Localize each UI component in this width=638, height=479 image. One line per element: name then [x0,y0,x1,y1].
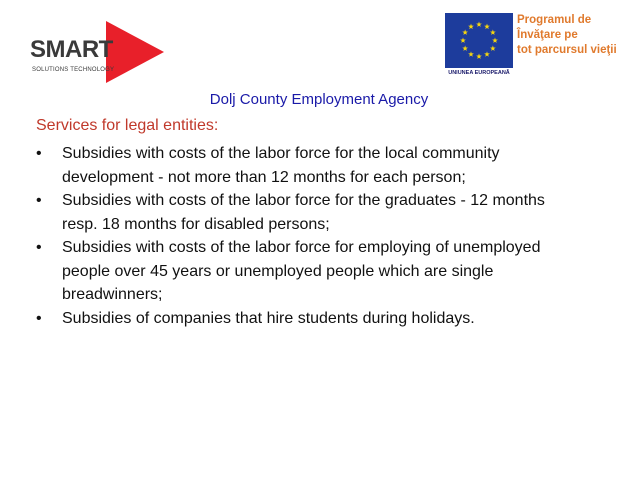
slide-title: Dolj County Employment Agency [209,91,429,108]
bullet-line: Subsidies of companies that hire students during holidays. [62,309,475,327]
smart-logo-word: SMART [30,36,113,63]
bullet-line: Subsidies with costs of the labor force for employing of unemployed [62,239,541,256]
eu-program-line: Învăţare pe [517,29,578,41]
smart-logo [30,14,165,89]
red-triangle-icon [106,21,164,83]
bullet-line: Subsidies with costs of the labor force for the local community [62,145,500,162]
bullet-marker: • [36,145,42,162]
bullet-line: development - not more than 12 months for each person; [62,168,466,186]
bullet-marker: • [36,309,42,327]
bullet-item [36,307,616,331]
bullet-marker: • [36,192,42,209]
bullet-item [36,189,616,236]
eu-caption: UNIUNEA EUROPEANĂ [448,70,510,76]
eu-program-logo [445,13,625,78]
slide-subtitle: Services for legal entities: [36,117,219,134]
bullet-marker: • [36,239,42,256]
eu-program-line: Programul de [517,14,592,26]
eu-program-line: tot parcursul vieţii [517,44,617,56]
bullet-line: people over 45 years or unemployed people which are single [62,262,494,280]
eu-flag-icon [445,13,513,68]
smart-logo-subtitle: SOLUTIONS TECHNOLOGY [32,67,115,73]
bullet-item [36,142,616,189]
bullet-list [36,142,616,330]
eu-program-name [517,13,617,58]
bullet-line: Subsidies with costs of the labor force for the graduates - 12 months [62,192,545,209]
bullet-line: breadwinners; [62,286,163,303]
bullet-line: resp. 18 months for disabled persons; [62,215,330,233]
bullet-item [36,236,616,307]
